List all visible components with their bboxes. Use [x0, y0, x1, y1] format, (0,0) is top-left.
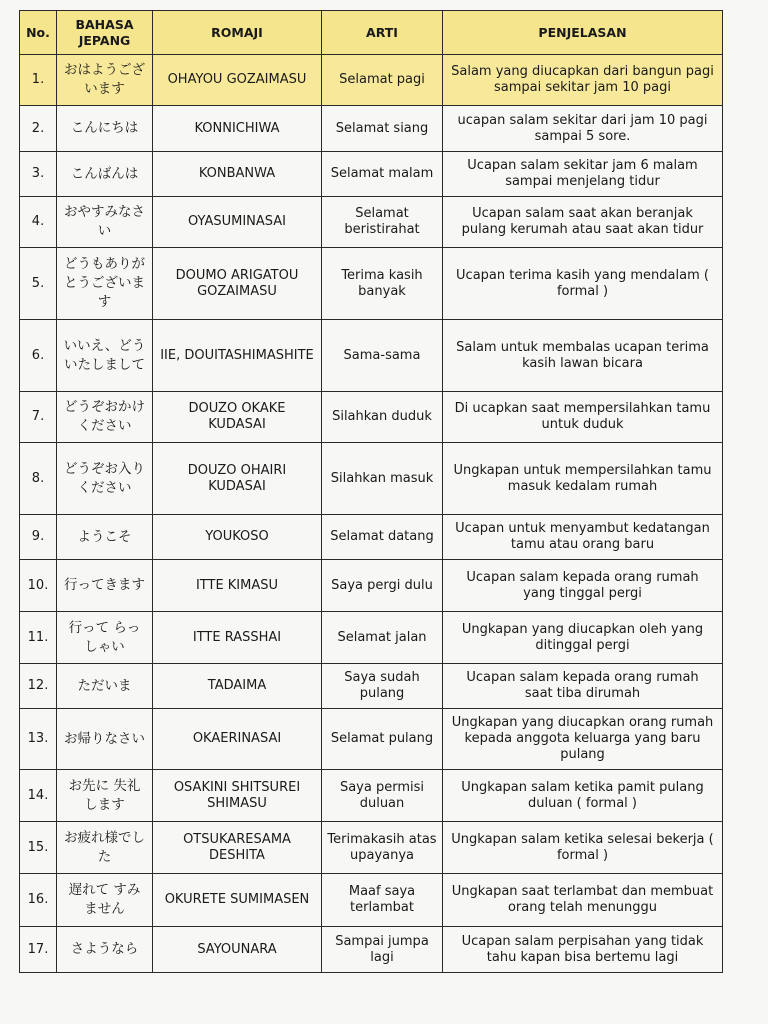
table-header: [20, 11, 723, 55]
penjelasan-text: Ucapan salam kepada orang rumah saat tiba dirumah: [443, 664, 723, 709]
row-number: 10.: [20, 560, 57, 612]
arti-text: Selamat beristirahat: [322, 197, 443, 248]
penjelasan-text: Ucapan untuk menyambut kedatangan tamu atau orang baru: [443, 515, 723, 560]
japanese-text: ただいま: [57, 664, 153, 709]
table-row: [20, 392, 723, 443]
penjelasan-text: Ungkapan untuk mempersilahkan tamu masuk kedalam rumah: [443, 443, 723, 515]
penjelasan-text: Ucapan salam saat akan beranjak pulang kerumah atau saat akan tidur: [443, 197, 723, 248]
table-row: [20, 106, 723, 152]
penjelasan-text: Ucapan salam perpisahan yang tidak tahu kapan bisa bertemu lagi: [443, 927, 723, 973]
table-row: [20, 152, 723, 197]
romaji-text: OSAKINI SHITSUREI SHIMASU: [153, 770, 322, 822]
japanese-text: どうぞお入り ください: [57, 443, 153, 515]
table-row: [20, 197, 723, 248]
arti-text: Silahkan duduk: [322, 392, 443, 443]
header-arti: ARTI: [322, 11, 443, 55]
penjelasan-text: Ucapan salam kepada orang rumah yang tinggal pergi: [443, 560, 723, 612]
penjelasan-text: Ungkapan yang diucapkan oleh yang ditinggal pergi: [443, 612, 723, 664]
japanese-text: ようこそ: [57, 515, 153, 560]
japanese-text: さようなら: [57, 927, 153, 973]
arti-text: Selamat jalan: [322, 612, 443, 664]
row-number: 16.: [20, 874, 57, 927]
header-bahasa-jepang: BAHASA JEPANG: [57, 11, 153, 55]
penjelasan-text: ucapan salam sekitar dari jam 10 pagi sampai 5 sore.: [443, 106, 723, 152]
row-number: 3.: [20, 152, 57, 197]
row-number: 6.: [20, 320, 57, 392]
arti-text: Saya pergi dulu: [322, 560, 443, 612]
row-number: 12.: [20, 664, 57, 709]
romaji-text: TADAIMA: [153, 664, 322, 709]
romaji-text: ITTE RASSHAI: [153, 612, 322, 664]
romaji-text: DOUZO OHAIRI KUDASAI: [153, 443, 322, 515]
penjelasan-text: Ungkapan salam ketika pamit pulang duluan ( formal ): [443, 770, 723, 822]
japanese-text: 行って らっしゃい: [57, 612, 153, 664]
japanese-text: お疲れ様でした: [57, 822, 153, 874]
japanese-text: どうもありがとうございます: [57, 248, 153, 320]
row-number: 11.: [20, 612, 57, 664]
romaji-text: SAYOUNARA: [153, 927, 322, 973]
arti-text: Sama-sama: [322, 320, 443, 392]
row-number: 17.: [20, 927, 57, 973]
table-row: [20, 320, 723, 392]
arti-text: Selamat datang: [322, 515, 443, 560]
table-row: [20, 515, 723, 560]
table-row: [20, 612, 723, 664]
table-row: [20, 770, 723, 822]
arti-text: Saya sudah pulang: [322, 664, 443, 709]
table-row: [20, 664, 723, 709]
arti-text: Selamat siang: [322, 106, 443, 152]
row-number: 8.: [20, 443, 57, 515]
penjelasan-text: Salam yang diucapkan dari bangun pagi sampai sekitar jam 10 pagi: [443, 55, 723, 106]
penjelasan-text: Ucapan terima kasih yang mendalam ( formal ): [443, 248, 723, 320]
row-number: 13.: [20, 709, 57, 770]
arti-text: Maaf saya terlambat: [322, 874, 443, 927]
header-romaji: ROMAJI: [153, 11, 322, 55]
table-row: [20, 709, 723, 770]
row-number: 9.: [20, 515, 57, 560]
japanese-text: お先に 失礼します: [57, 770, 153, 822]
arti-text: Terimakasih atas upayanya: [322, 822, 443, 874]
romaji-text: YOUKOSO: [153, 515, 322, 560]
romaji-text: OKURETE SUMIMASEN: [153, 874, 322, 927]
japanese-text: 行ってきます: [57, 560, 153, 612]
romaji-text: DOUZO OKAKE KUDASAI: [153, 392, 322, 443]
table-row: [20, 560, 723, 612]
penjelasan-text: Ungkapan salam ketika selesai bekerja ( formal ): [443, 822, 723, 874]
table-row: [20, 248, 723, 320]
table-row: [20, 822, 723, 874]
arti-text: Selamat malam: [322, 152, 443, 197]
arti-text: Selamat pulang: [322, 709, 443, 770]
table-row: [20, 927, 723, 973]
table-row: [20, 443, 723, 515]
arti-text: Saya permisi duluan: [322, 770, 443, 822]
romaji-text: OKAERINASAI: [153, 709, 322, 770]
romaji-text: DOUMO ARIGATOU GOZAIMASU: [153, 248, 322, 320]
japanese-text: おはようございます: [57, 55, 153, 106]
romaji-text: OTSUKARESAMA DESHITA: [153, 822, 322, 874]
penjelasan-text: Ungkapan saat terlambat dan membuat orang telah menunggu: [443, 874, 723, 927]
penjelasan-text: Salam untuk membalas ucapan terima kasih lawan bicara: [443, 320, 723, 392]
penjelasan-text: Ucapan salam sekitar jam 6 malam sampai menjelang tidur: [443, 152, 723, 197]
arti-text: Selamat pagi: [322, 55, 443, 106]
row-number: 1.: [20, 55, 57, 106]
row-number: 2.: [20, 106, 57, 152]
table-row: [20, 874, 723, 927]
arti-text: Silahkan masuk: [322, 443, 443, 515]
header-no: No.: [20, 11, 57, 55]
japanese-text: こんにちは: [57, 106, 153, 152]
romaji-text: OHAYOU GOZAIMASU: [153, 55, 322, 106]
japanese-text: こんばんは: [57, 152, 153, 197]
row-number: 7.: [20, 392, 57, 443]
romaji-text: ITTE KIMASU: [153, 560, 322, 612]
row-number: 5.: [20, 248, 57, 320]
table-row: [20, 55, 723, 106]
header-penjelasan: PENJELASAN: [443, 11, 723, 55]
arti-text: Terima kasih banyak: [322, 248, 443, 320]
row-number: 4.: [20, 197, 57, 248]
greetings-table: [19, 10, 723, 973]
penjelasan-text: Di ucapkan saat mempersilahkan tamu untuk duduk: [443, 392, 723, 443]
header-row: [20, 11, 723, 55]
japanese-text: おやすみなさい: [57, 197, 153, 248]
romaji-text: KONNICHIWA: [153, 106, 322, 152]
row-number: 14.: [20, 770, 57, 822]
table-body: [20, 55, 723, 973]
japanese-text: お帰りなさい: [57, 709, 153, 770]
japanese-text: どうぞおかけください: [57, 392, 153, 443]
penjelasan-text: Ungkapan yang diucapkan orang rumah kepada anggota keluarga yang baru pulang: [443, 709, 723, 770]
romaji-text: OYASUMINASAI: [153, 197, 322, 248]
arti-text: Sampai jumpa lagi: [322, 927, 443, 973]
row-number: 15.: [20, 822, 57, 874]
japanese-text: いいえ、どう いたしまして: [57, 320, 153, 392]
romaji-text: IIE, DOUITASHIMASHITE: [153, 320, 322, 392]
romaji-text: KONBANWA: [153, 152, 322, 197]
japanese-text: 遅れて すみません: [57, 874, 153, 927]
